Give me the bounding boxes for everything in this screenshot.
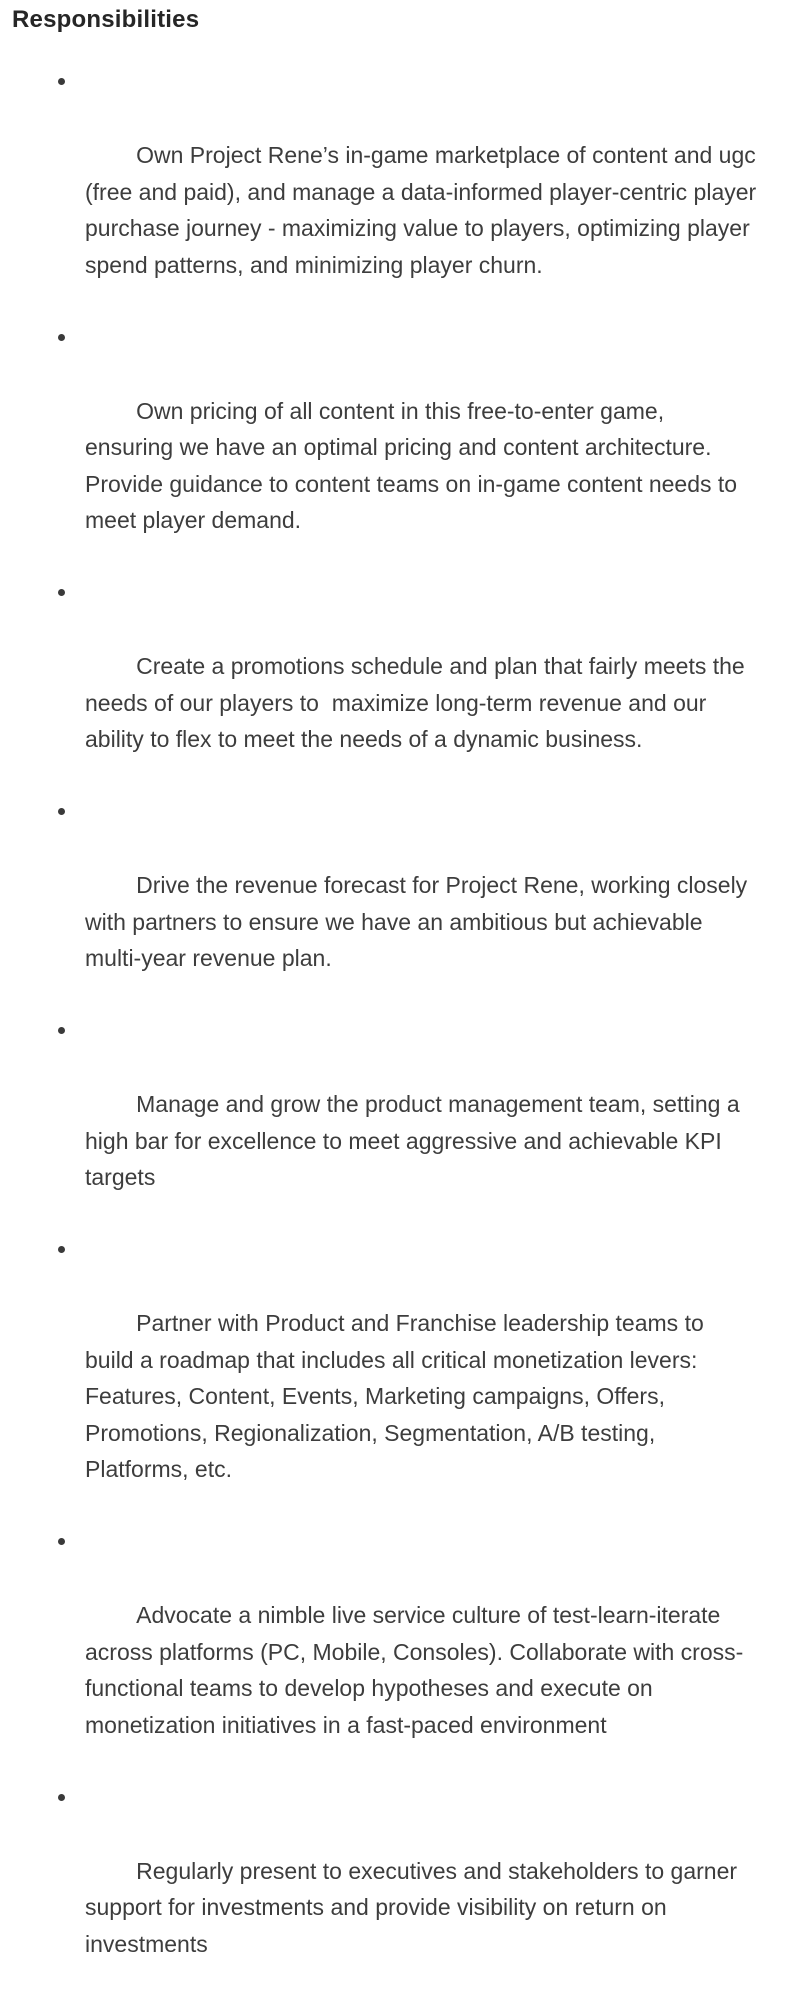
bullet-icon xyxy=(58,1027,65,1034)
list-item-text: Own Project Rene’s in-game marketplace of content and ugc (free and paid), and manage a data-informed player-centric player purchase journey - maximizing value to players, optimizing player spend patterns, and minimizing player churn. xyxy=(85,142,763,278)
list-item xyxy=(85,1524,757,1780)
bullet-icon xyxy=(58,1246,65,1253)
responsibilities-list xyxy=(12,64,763,1999)
list-item-text: Regularly present to executives and stakeholders to garner support for investments and provide visibility on return on investments xyxy=(85,1857,744,1957)
bullet-icon xyxy=(58,78,65,85)
bullet-icon xyxy=(58,808,65,815)
bullet-icon xyxy=(58,1538,65,1545)
list-item xyxy=(85,794,757,1013)
list-item-text: Advocate a nimble live service culture of test-learn-iterate across platforms (PC, Mobile, Consoles). Collaborate with cross-functional teams to develop hypotheses and execute on monetization initiatives in a fast-paced environment xyxy=(85,1602,744,1738)
list-item-text: Own pricing of all content in this free-to-enter game, ensuring we have an optimal pricing and content architecture. Provide guidance to content teams on in-game content needs to meet player demand. xyxy=(85,397,744,533)
list-item xyxy=(85,64,763,320)
section-heading: Responsibilities xyxy=(12,6,200,33)
list-item xyxy=(85,1780,757,1999)
list-item-text: Drive the revenue forecast for Project Rene, working closely with partners to ensure we have an ambitious but achievable multi-year revenue plan. xyxy=(85,872,754,971)
bullet-icon xyxy=(58,1794,65,1801)
list-item xyxy=(85,1232,757,1524)
list-item-text: Create a promotions schedule and plan that fairly meets the needs of our players to maximize long-term revenue and our ability to flex to meet the needs of a dynamic business. xyxy=(85,653,752,752)
list-item-text: Partner with Product and Franchise leadership teams to build a roadmap that includes all critical monetization levers: Features, Content, Events, Marketing campaigns, Offers, Promotions, Regionalization, Segmentation, A/B testing, Platforms, etc. xyxy=(85,1310,711,1482)
bullet-icon xyxy=(58,589,65,596)
list-item-text: Manage and grow the product management team, setting a high bar for excellence to meet aggressive and achievable KPI targets xyxy=(85,1091,746,1190)
list-item xyxy=(85,320,757,576)
bullet-icon xyxy=(58,334,65,341)
list-item xyxy=(85,1013,757,1232)
list-item xyxy=(85,575,757,794)
